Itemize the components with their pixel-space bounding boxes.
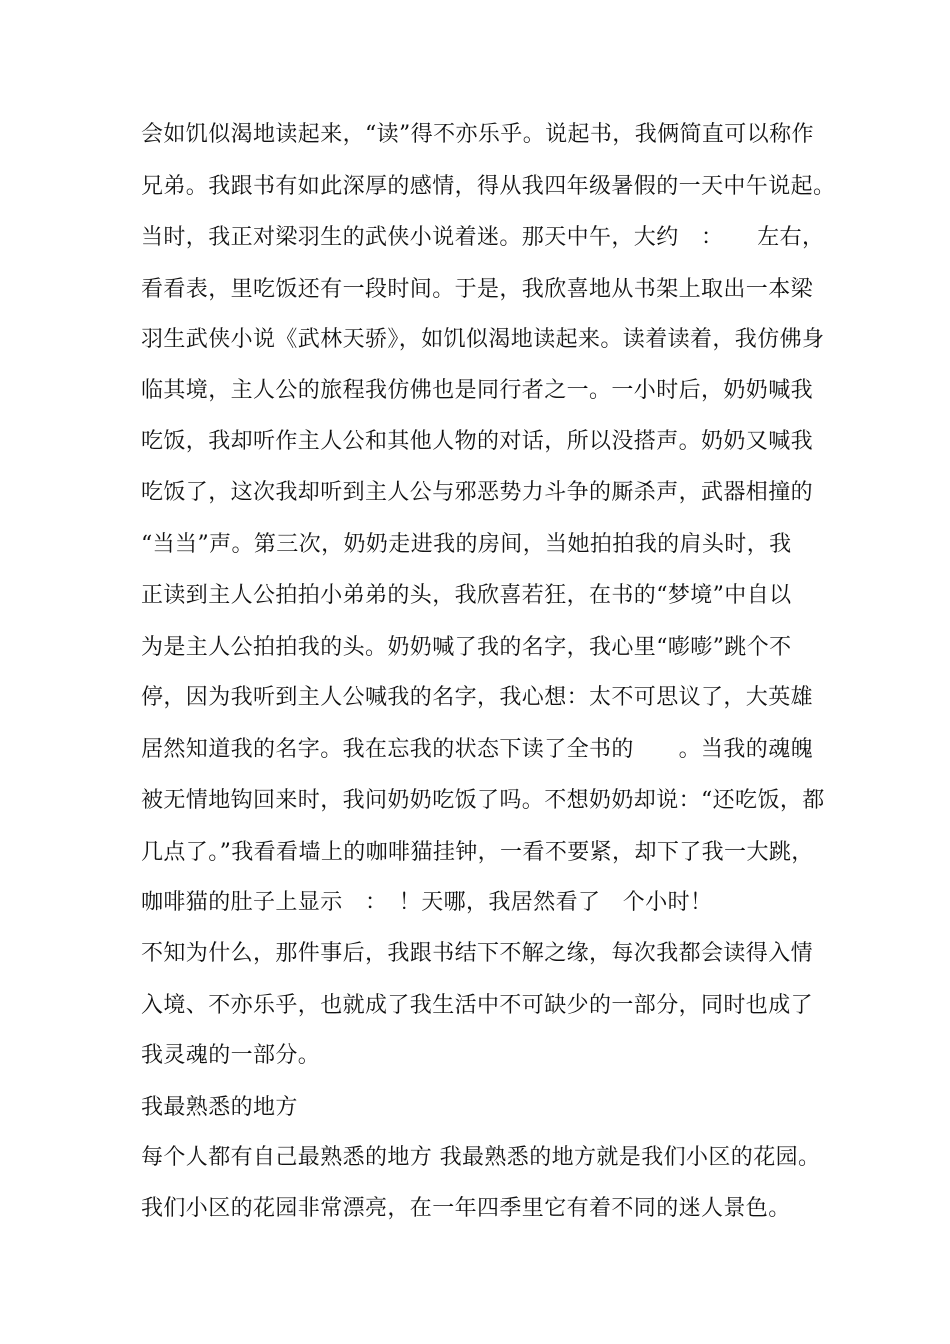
paragraph-line: 吃饭，我却听作主人公和其他人物的对话，所以没搭声。奶奶又喊我	[141, 429, 814, 454]
paragraph-line: 不知为什么，那件事后，我跟书结下不解之缘，每次我都会读得入情	[141, 941, 814, 966]
section-heading: 我最熟悉的地方	[141, 1095, 298, 1120]
paragraph-line: 当时，我正对梁羽生的武侠小说着迷。那天中午，大约 ： 左右，	[141, 225, 825, 250]
paragraph-line: 我灵魂的一部分。	[141, 1043, 321, 1068]
paragraph-line: 羽生武侠小说《武林天骄》，如饥似渴地读起来。读着读着，我仿佛身	[141, 327, 825, 352]
paragraph-line: 居然知道我的名字。我在忘我的状态下读了全书的 。当我的魂魄	[141, 737, 814, 762]
paragraph-line: 为是主人公拍拍我的头。奶奶喊了我的名字，我心里“嘭嘭”跳个不	[141, 635, 792, 660]
paragraph-line: 我们小区的花园非常漂亮，在一年四季里它有着不同的迷人景色。	[141, 1196, 791, 1221]
paragraph-line: 入境、不亦乐乎，也就成了我生活中不可缺少的一部分，同时也成了	[141, 993, 814, 1018]
paragraph-line: 咖啡猫的肚子上显示 ： ！天哪，我居然看了 个小时！	[141, 890, 713, 915]
paragraph-line: 停，因为我听到主人公喊我的名字，我心想：太不可思议了，大英雄	[141, 685, 814, 710]
paragraph-line: 正读到主人公拍拍小弟弟的头，我欣喜若狂，在书的“梦境”中自以	[141, 583, 792, 608]
paragraph-line: 每个人都有自己最熟悉的地方 我最熟悉的地方就是我们小区的花园。	[141, 1145, 821, 1170]
paragraph-line: 被无情地钩回来时，我问奶奶吃饭了吗。不想奶奶却说：“还吃饭，都	[141, 788, 825, 813]
paragraph-line: 看看表，里吃饭还有一段时间。于是，我欣喜地从书架上取出一本梁	[141, 277, 814, 302]
paragraph-line: 兄弟。我跟书有如此深厚的感情，得从我四年级暑假的一天中午说起。	[141, 174, 836, 199]
paragraph-line: 吃饭了，这次我却听到主人公与邪恶势力斗争的厮杀声，武器相撞的	[141, 480, 814, 505]
paragraph-line: 会如饥似渴地读起来，“读”得不亦乐乎。说起书，我俩简直可以称作	[141, 122, 814, 147]
paragraph-line: “当当”声。第三次，奶奶走进我的房间，当她拍拍我的肩头时，我	[141, 532, 792, 557]
paragraph-line: 几点了。”我看看墙上的咖啡猫挂钟，一看不要紧，却下了我一大跳，	[141, 840, 814, 865]
paragraph-line: 临其境，主人公的旅程我仿佛也是同行者之一。一小时后，奶奶喊我	[141, 378, 814, 403]
